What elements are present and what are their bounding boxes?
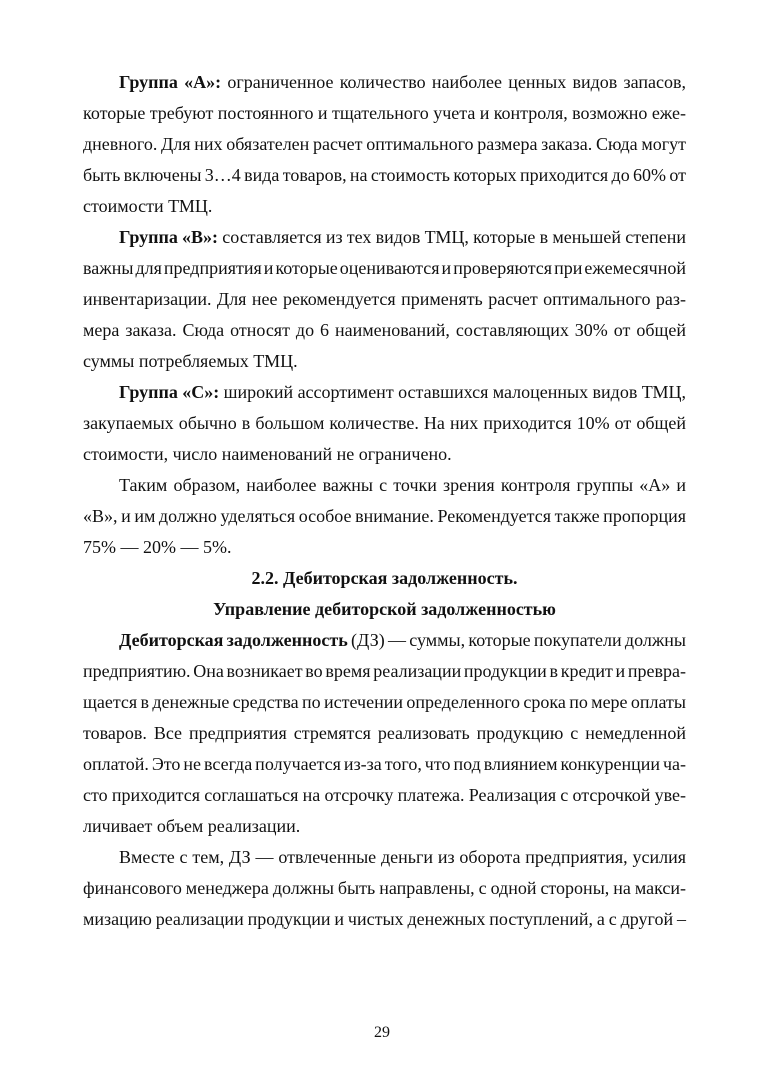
text-line — [83, 98, 686, 129]
line-content — [119, 842, 686, 873]
line-text: товаров. Все предприятия стремятся реализовать продукцию с немедленной — [83, 723, 686, 743]
line-text: финансового менеджера должны быть направлены, с одной стороны, на макси- — [83, 878, 686, 898]
page-number: 29 — [374, 1024, 390, 1041]
line-content — [83, 873, 686, 904]
line-content — [83, 191, 212, 222]
line-text: стоимости, число наименований не ограничено. — [83, 444, 452, 464]
text-line — [83, 346, 686, 377]
line-content — [119, 222, 686, 253]
bold-term: Группа «С»: — [119, 382, 220, 402]
paragraph — [83, 625, 686, 842]
text-line — [83, 656, 686, 687]
line-content — [83, 532, 231, 563]
line-text: предприятию. Она возникает во время реализации продукции в кредит и превра- — [83, 661, 686, 681]
line-content — [83, 501, 686, 532]
line-content — [83, 408, 686, 439]
paragraph — [83, 222, 686, 377]
line-content — [119, 470, 686, 501]
text-line — [83, 718, 686, 749]
text-line — [83, 532, 686, 563]
line-content — [119, 625, 686, 656]
text-line — [83, 160, 686, 191]
line-text: Таким образом, наиболее важны с точки зрения контроля группы «А» и — [119, 475, 686, 495]
bold-term: Дебиторская задолженность — [119, 630, 348, 650]
section-subheading: Управление дебиторской задолженностью — [213, 599, 556, 619]
section-heading: 2.2. Дебиторская задолженность. — [251, 568, 518, 588]
paragraph — [83, 377, 686, 470]
line-text: «В», и им должно уделяться особое внимание. Рекомендуется также пропорция — [83, 506, 686, 526]
line-content — [83, 439, 452, 470]
text-line — [83, 315, 686, 346]
line-text: важны для предприятия и которые оцениваются и проверяются при ежемесячной — [83, 258, 686, 278]
line-text: мера заказа. Сюда относят до 6 наименований, составляющих 30% от общей — [83, 320, 686, 340]
line-content — [83, 98, 686, 129]
line-text: мизацию реализации продукции и чистых денежных поступлений, а с другой – — [83, 909, 686, 929]
line-content — [83, 718, 686, 749]
line-content — [119, 67, 686, 98]
line-content — [83, 129, 686, 160]
line-text: быть включены 3…4 вида товаров, на стоимость которых приходится до 60% от — [83, 165, 686, 185]
line-content — [83, 904, 686, 935]
line-content — [83, 749, 686, 780]
text-line — [83, 501, 686, 532]
text-line — [83, 842, 686, 873]
line-text: суммы потребляемых ТМЦ. — [83, 351, 298, 371]
text-line — [83, 67, 686, 98]
line-content — [83, 253, 686, 284]
line-text: стоимости ТМЦ. — [83, 196, 213, 216]
line-text: щается в денежные средства по истечении определенного срока по мере оплаты — [83, 692, 686, 712]
text-line — [83, 129, 686, 160]
text-line — [83, 873, 686, 904]
line-text: Вместе с тем, ДЗ — отвлеченные деньги из оборота предприятия, усилия — [119, 847, 686, 867]
paragraph — [83, 842, 686, 935]
paragraph — [83, 470, 686, 563]
line-text: которые требуют постоянного и тщательного учета и контроля, возможно еже- — [83, 103, 686, 123]
page-body — [83, 67, 686, 935]
line-text: оплатой. Это не всегда получается из-за того, что под влиянием конкуренции ча- — [83, 754, 686, 774]
line-content — [83, 780, 686, 811]
bold-term: Группа «А»: — [119, 72, 222, 92]
text-line — [83, 439, 686, 470]
line-text: дневного. Для них обязателен расчет оптимального размера заказа. Сюда могут — [83, 134, 686, 154]
line-content — [83, 160, 686, 191]
text-line — [83, 222, 686, 253]
text-line — [83, 284, 686, 315]
text-line — [83, 780, 686, 811]
line-text: личивает объем реализации. — [83, 816, 301, 836]
text-line — [83, 904, 686, 935]
line-content — [83, 687, 686, 718]
text-line — [83, 470, 686, 501]
line-content — [83, 284, 686, 315]
paragraph — [83, 67, 686, 222]
text-line — [83, 749, 686, 780]
line-content — [83, 811, 300, 842]
line-text: ограниченное количество наиболее ценных видов запасов, — [221, 72, 686, 92]
line-text: инвентаризации. Для нее рекомендуется применять расчет оптимального раз- — [83, 289, 686, 309]
line-text: составляется из тех видов ТМЦ, которые в меньшей степени — [218, 227, 686, 247]
text-line — [83, 811, 686, 842]
bold-term: Группа «В»: — [119, 227, 219, 247]
line-content — [119, 377, 686, 408]
line-text: широкий ассортимент оставшихся малоценных видов ТМЦ, — [219, 382, 686, 402]
line-content — [83, 315, 686, 346]
text-line — [83, 253, 686, 284]
text-line — [83, 377, 686, 408]
line-text: сто приходится соглашаться на отсрочку платежа. Реализация с отсрочкой уве- — [83, 785, 686, 805]
text-line — [83, 408, 686, 439]
text-line — [83, 191, 686, 222]
line-text: 75% — 20% — 5%. — [83, 537, 232, 557]
line-text: (ДЗ) — суммы, которые покупатели должны — [347, 630, 686, 650]
text-line — [83, 687, 686, 718]
line-text: закупаемых обычно в большом количестве. На них приходится 10% от общей — [83, 413, 686, 433]
line-content — [83, 656, 686, 687]
text-line — [83, 625, 686, 656]
line-content — [83, 346, 298, 377]
